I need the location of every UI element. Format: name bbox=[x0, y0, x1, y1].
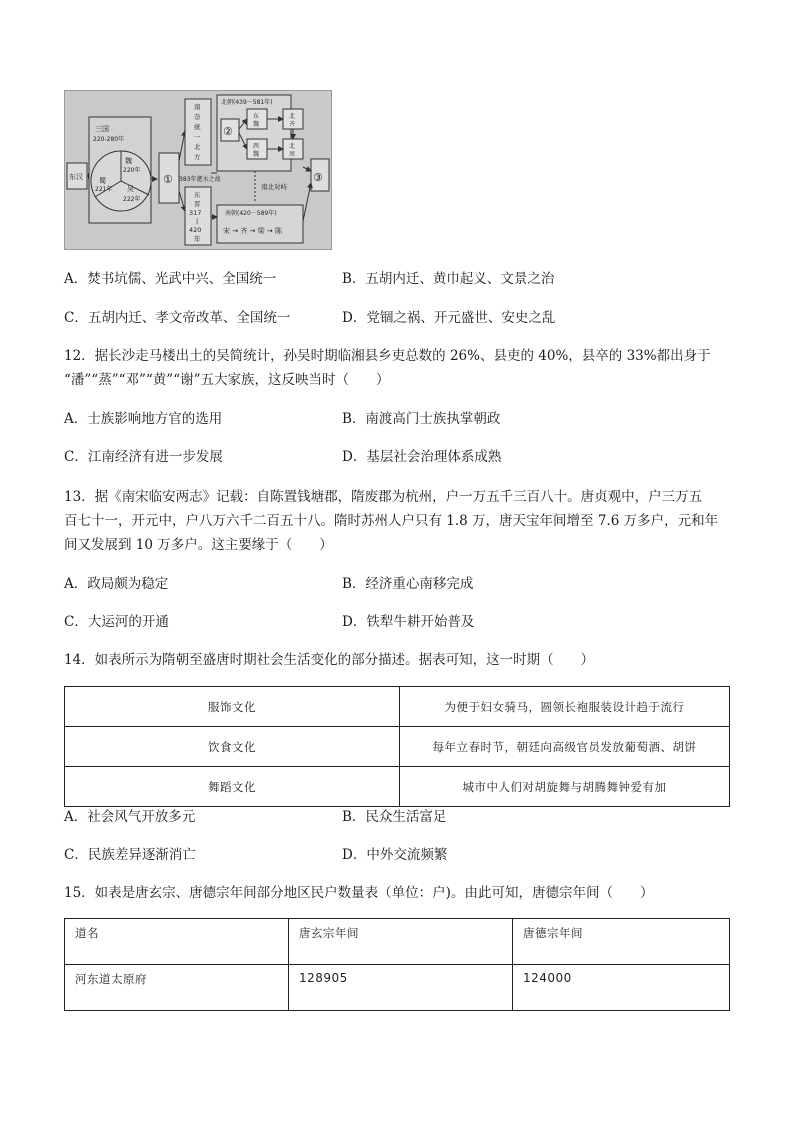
table-cell: 河东道太原府 bbox=[65, 965, 289, 1011]
wei-label: 魏 bbox=[125, 157, 132, 165]
table-row bbox=[65, 687, 730, 727]
svg-text:北: 北 bbox=[194, 143, 201, 151]
q15-table bbox=[64, 918, 730, 1011]
q13-stem-line3: 间又发展到 10 万多户。这主要缘于（ ） bbox=[64, 537, 333, 553]
q12-option-b: B．南渡高门士族执掌朝政 bbox=[342, 411, 501, 427]
q13-option-d: D．铁犁牛耕开始普及 bbox=[342, 614, 475, 630]
q13-option-a: A．政局颇为稳定 bbox=[64, 576, 169, 592]
circle-3-label: ③ bbox=[313, 171, 323, 184]
q14-stem: 14．如表所示为隋朝至盛唐时期社会生活变化的部分描述。据表可知，这一时期（ ） bbox=[64, 652, 595, 668]
three-kingdoms-label: 三国 bbox=[95, 125, 109, 133]
q14-option-a: A．社会风气开放多元 bbox=[64, 809, 196, 825]
q12-option-c: C．江南经济有进一步发展 bbox=[64, 449, 223, 465]
svg-text:奈: 奈 bbox=[194, 113, 201, 121]
north-zhou-label: 北 bbox=[289, 143, 296, 150]
svg-text:东: 东 bbox=[194, 191, 201, 199]
svg-text:南: 南 bbox=[194, 103, 201, 111]
circle-1-label: ① bbox=[163, 173, 173, 186]
q12-option-d: D．基层社会治理体系成熟 bbox=[342, 449, 502, 465]
q11-option-d: D．党锢之祸、开元盛世、安史之乱 bbox=[342, 310, 556, 326]
table-cell: 饮食文化 bbox=[65, 727, 400, 767]
svg-text:魏: 魏 bbox=[253, 151, 260, 158]
table-cell: 服饰文化 bbox=[65, 687, 400, 727]
shu-year: 221年 bbox=[95, 186, 113, 193]
q12-stem-line2: “潘”“蒸”“邓”“黄”“谢”五大家族，这反映当时（ ） bbox=[64, 372, 390, 388]
table-header: 唐德宗年间 bbox=[513, 919, 730, 965]
table-cell: 124000 bbox=[513, 965, 730, 1011]
wu-year: 222年 bbox=[123, 196, 141, 203]
svg-text:统: 统 bbox=[194, 123, 201, 131]
q12-stem-line1: 12．据长沙走马楼出土的吴简统计，孙吴时期临湘县乡吏总数的 26%、县吏的 40%，县卒的 33%都出身于 bbox=[64, 348, 711, 364]
table-row bbox=[65, 767, 730, 807]
wei-year: 220年 bbox=[123, 167, 141, 174]
q11-option-c: C．五胡内迁、孝文帝改革、全国统一 bbox=[64, 310, 291, 326]
north-dynasty-label: 北朝(439－581年) bbox=[221, 99, 273, 106]
q13-option-b: B．经济重心南移完成 bbox=[342, 576, 474, 592]
east-han-label: 东汉 bbox=[69, 173, 83, 181]
battle-label: 383年淝水之战 bbox=[179, 176, 221, 183]
svg-text:方: 方 bbox=[194, 153, 201, 161]
svg-text:一: 一 bbox=[194, 133, 201, 141]
south-dynasty-label: 南朝(420－589年) bbox=[225, 210, 277, 217]
q14-option-d: D．中外交流频繁 bbox=[342, 847, 448, 863]
q13-stem-line1: 13．据《南宋临安两志》记载：自陈置钱塘郡，隋废郡为杭州，户一万五千三百八十。唐贞观中，户三万五 bbox=[64, 489, 703, 505]
south-dynasty-sequence: 宋 → 齐 → 梁 → 陈 bbox=[223, 227, 282, 235]
q11-option-b: B．五胡内迁、黄巾起义、文景之治 bbox=[342, 271, 555, 287]
table-cell: 每年立春时节，朝廷向高级官员发放葡萄酒、胡饼 bbox=[400, 727, 730, 767]
circle-2-label: ② bbox=[223, 125, 233, 138]
shu-label: 蜀 bbox=[99, 177, 106, 185]
q11-option-a: A．焚书坑儒、光武中兴、全国统一 bbox=[64, 271, 277, 287]
north-qi-label: 北 bbox=[289, 113, 296, 120]
table-row bbox=[65, 727, 730, 767]
q12-option-a: A．士族影响地方官的选用 bbox=[64, 411, 223, 427]
q14-option-c: C．民族差异逐渐消亡 bbox=[64, 847, 196, 863]
west-wei-label: 西 bbox=[253, 143, 260, 150]
svg-text:317: 317 bbox=[189, 209, 202, 217]
table-cell: 舞蹈文化 bbox=[65, 767, 400, 807]
svg-text:周: 周 bbox=[289, 151, 296, 158]
table-cell: 城市中人们对胡旋舞与胡腾舞钟爱有加 bbox=[400, 767, 730, 807]
q14-option-b: B．民众生活富足 bbox=[342, 809, 447, 825]
svg-text:齐: 齐 bbox=[289, 121, 296, 128]
table-cell: 128905 bbox=[289, 965, 513, 1011]
svg-text:|: | bbox=[196, 217, 199, 225]
table-cell: 为便于妇女骑马，圆领长袍服装设计趋于流行 bbox=[400, 687, 730, 727]
q13-option-c: C．大运河的开通 bbox=[64, 614, 169, 630]
dynasty-diagram-photo bbox=[64, 90, 332, 250]
three-kingdoms-years: 220-280年 bbox=[93, 136, 125, 143]
east-wei-label: 东 bbox=[253, 113, 260, 120]
dynasty-diagram bbox=[65, 91, 331, 249]
svg-text:420: 420 bbox=[189, 226, 202, 234]
north-south-label: 南北对峙 bbox=[261, 183, 287, 191]
wu-label: 吴 bbox=[127, 185, 134, 193]
table-row bbox=[65, 965, 730, 1011]
q13-stem-line2: 百七十一，开元中，户八万六千二百五十八。隋时苏州人户只有 1.8 万，唐天宝年间增至 7.6 万多户，元和年 bbox=[64, 513, 719, 529]
table-header: 道名 bbox=[65, 919, 289, 965]
table-header-row bbox=[65, 919, 730, 965]
q14-table bbox=[64, 686, 730, 807]
svg-text:年: 年 bbox=[194, 235, 201, 243]
table-header: 唐玄宗年间 bbox=[289, 919, 513, 965]
svg-text:晋: 晋 bbox=[194, 200, 201, 208]
q15-stem: 15．如表是唐玄宗、唐德宗年间部分地区民户数量表（单位：户)。由此可知，唐德宗年间（ ） bbox=[64, 885, 654, 901]
svg-text:魏: 魏 bbox=[253, 121, 260, 128]
